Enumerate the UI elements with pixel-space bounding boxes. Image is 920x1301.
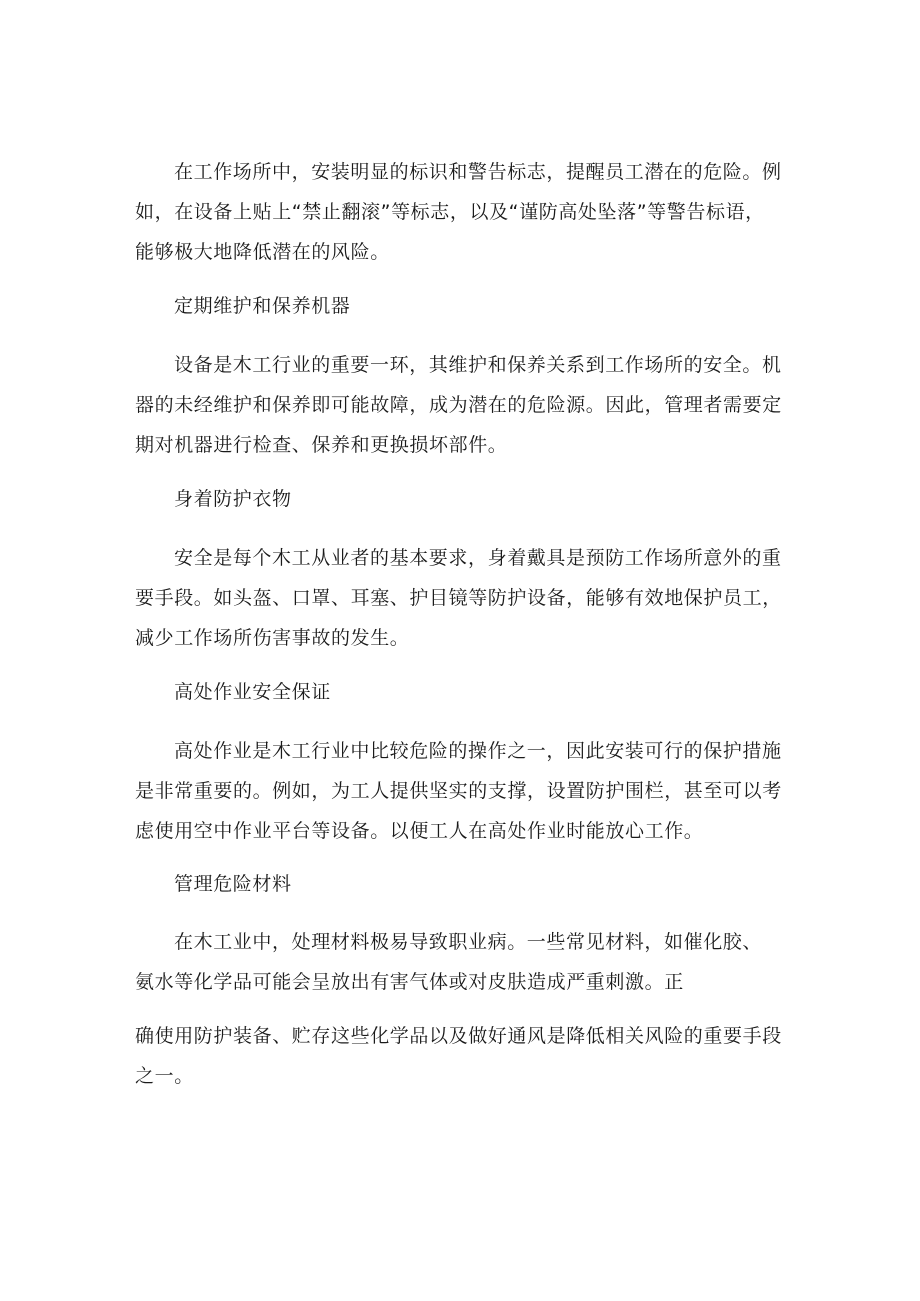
hazardous-materials-continuation [135, 1016, 807, 1096]
paragraph-line: 确使用防护装备、贮存这些化学品以及做好通风是降低相关风险的重要手段 [135, 1025, 782, 1047]
intro-paragraph [135, 152, 807, 272]
paragraph-line: 如，在设备上贴上“禁止翻滚”等标志，以及“谨防高处坠落”等警告标语， [135, 201, 765, 223]
section-heading-protective-clothing: 身着防护衣物 [174, 488, 292, 510]
paragraph-line: 氨水等化学品可能会呈放出有害气体或对皮肤造成严重刺激。正 [135, 971, 684, 993]
paragraph-line: 之一。 [135, 1065, 194, 1087]
section-heading-hazardous-materials: 管理危险材料 [174, 873, 292, 895]
paragraph-line: 能够极大地降低潜在的风险。 [135, 241, 390, 263]
paragraph-line: 是非常重要的。例如，为工人提供坚实的支撑，设置防护围栏，甚至可以考 [135, 780, 782, 802]
protective-clothing-paragraph [135, 538, 807, 658]
section-heading-machine-maintenance: 定期维护和保养机器 [174, 295, 351, 317]
paragraph-line: 在工作场所中，安装明显的标识和警告标志，提醒员工潜在的危险。例 [174, 161, 782, 183]
paragraph-line: 安全是每个木工从业者的基本要求，身着戴具是预防工作场所意外的重 [174, 547, 782, 569]
paragraph-line: 器的未经维护和保养即可能故障，成为潜在的危险源。因此，管理者需要定 [135, 394, 782, 416]
section-heading-height-work-safety: 高处作业安全保证 [174, 681, 331, 703]
paragraph-line: 期对机器进行检查、保养和更换损坏部件。 [135, 434, 508, 456]
paragraph-line: 减少工作场所伤害事故的发生。 [135, 627, 410, 649]
paragraph-line: 设备是木工行业的重要一环，其维护和保养关系到工作场所的安全。机 [174, 354, 782, 376]
paragraph-line: 高处作业是木工行业中比较危险的操作之一，因此安装可行的保护措施 [174, 740, 782, 762]
paragraph-line: 要手段。如头盔、口罩、耳塞、护目镜等防护设备，能够有效地保护员工， [135, 587, 782, 609]
paragraph-line: 虑使用空中作业平台等设备。以便工人在高处作业时能放心工作。 [135, 820, 704, 842]
hazardous-materials-paragraph [135, 922, 807, 1002]
paragraph-line: 在木工业中，处理材料极易导致职业病。一些常见材料，如催化胶、 [174, 931, 763, 953]
height-work-safety-paragraph [135, 731, 807, 851]
machine-maintenance-paragraph [135, 345, 807, 465]
